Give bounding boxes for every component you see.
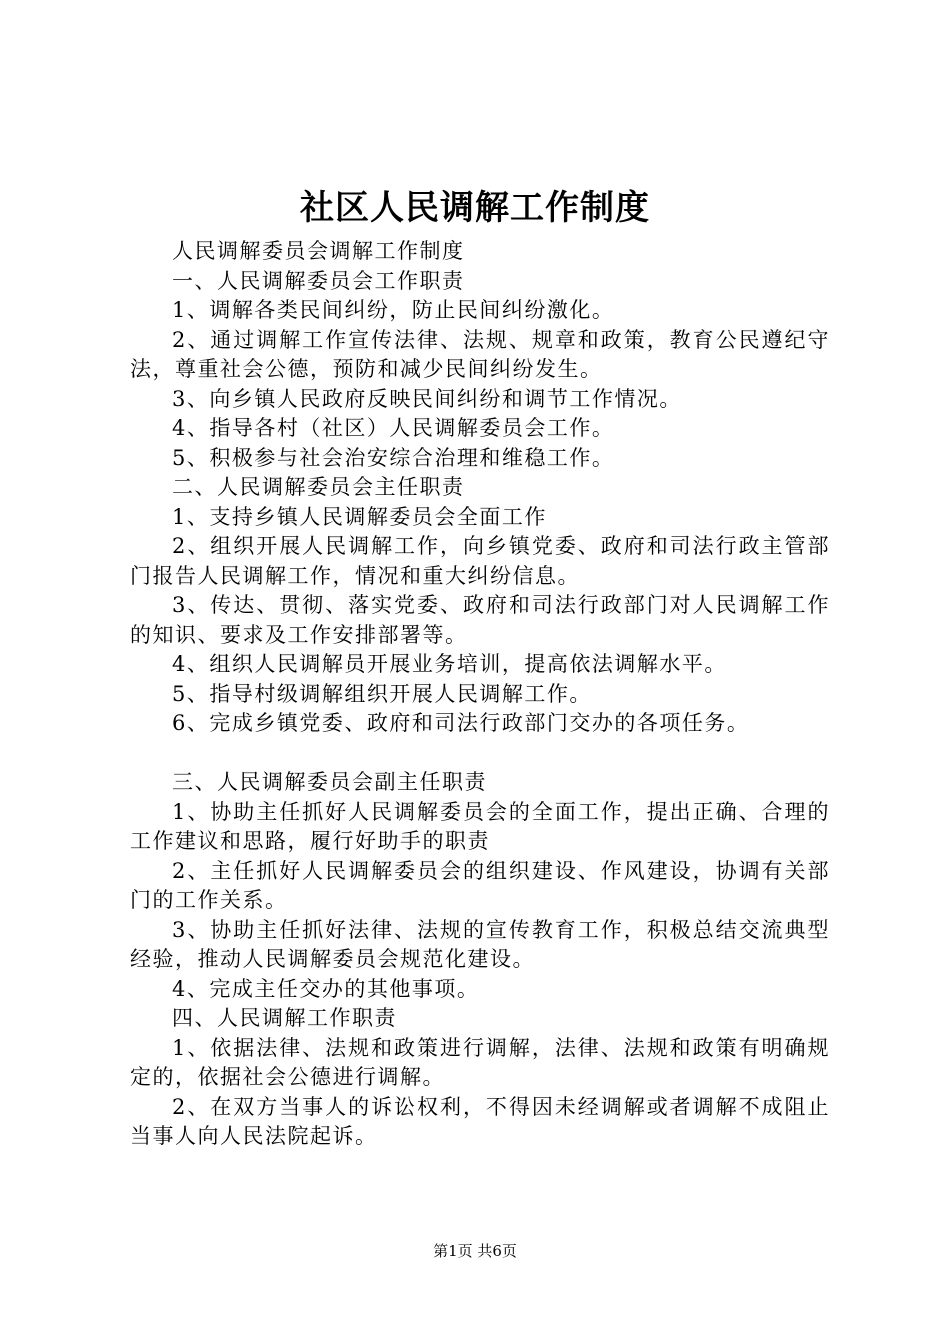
paragraph: 6、完成乡镇党委、政府和司法行政部门交办的各项任务。 — [172, 711, 750, 735]
paragraph: 5、指导村级调解组织开展人民调解工作。 — [172, 681, 592, 706]
paragraph: 人民调解委员会调解工作制度 — [172, 239, 465, 263]
paragraph: 1、依据法律、法规和政策进行调解，法律、法规和政策有明确规定的，依据社会公德进行调解。 — [130, 1035, 830, 1089]
section-heading: 一、人民调解委员会工作职责 — [172, 268, 465, 293]
paragraph: 2、组织开展人民调解工作，向乡镇党委、政府和司法行政主管部门报告人民调解工作，情况和重大纠纷信息。 — [130, 534, 830, 588]
document-title: 社区人民调解工作制度 — [300, 188, 650, 228]
page-footer: 第1页 共6页 — [433, 1242, 517, 1260]
paragraph: 4、指导各村（社区）人民调解委员会工作。 — [172, 416, 615, 440]
paragraph: 1、协助主任抓好人民调解委员会的全面工作，提出正确、合理的工作建议和思路，履行好助手的职责 — [130, 799, 830, 853]
paragraph: 4、完成主任交办的其他事项。 — [172, 976, 480, 1001]
paragraph: 3、传达、贯彻、落实党委、政府和司法行政部门对人民调解工作的知识、要求及工作安排部署等。 — [130, 593, 830, 647]
paragraph: 1、调解各类民间纠纷，防止民间纠纷激化。 — [172, 298, 615, 322]
paragraph: 2、通过调解工作宣传法律、法规、规章和政策，教育公民遵纪守法，尊重社会公德，预防和减少民间纠纷发生。 — [130, 327, 830, 381]
paragraph: 1、支持乡镇人民调解委员会全面工作 — [172, 504, 547, 529]
section-heading: 四、人民调解工作职责 — [172, 1006, 397, 1030]
paragraph: 3、协助主任抓好法律、法规的宣传教育工作，积极总结交流典型经验，推动人民调解委员会规范化建设。 — [130, 917, 830, 971]
blank-line — [130, 739, 830, 769]
section-heading: 二、人民调解委员会主任职责 — [172, 475, 465, 499]
paragraph: 3、向乡镇人民政府反映民间纠纷和调节工作情况。 — [172, 386, 682, 411]
paragraph: 2、主任抓好人民调解委员会的组织建设、作风建设，协调有关部门的工作关系。 — [130, 858, 830, 912]
paragraph: 4、组织人民调解员开展业务培训，提高依法调解水平。 — [172, 652, 727, 676]
document-body — [130, 237, 830, 1152]
section-heading: 三、人民调解委员会副主任职责 — [172, 770, 487, 794]
paragraph: 2、在双方当事人的诉讼权利，不得因未经调解或者调解不成阻止当事人向人民法院起诉。 — [130, 1094, 830, 1148]
paragraph: 5、积极参与社会治安综合治理和维稳工作。 — [172, 445, 615, 470]
